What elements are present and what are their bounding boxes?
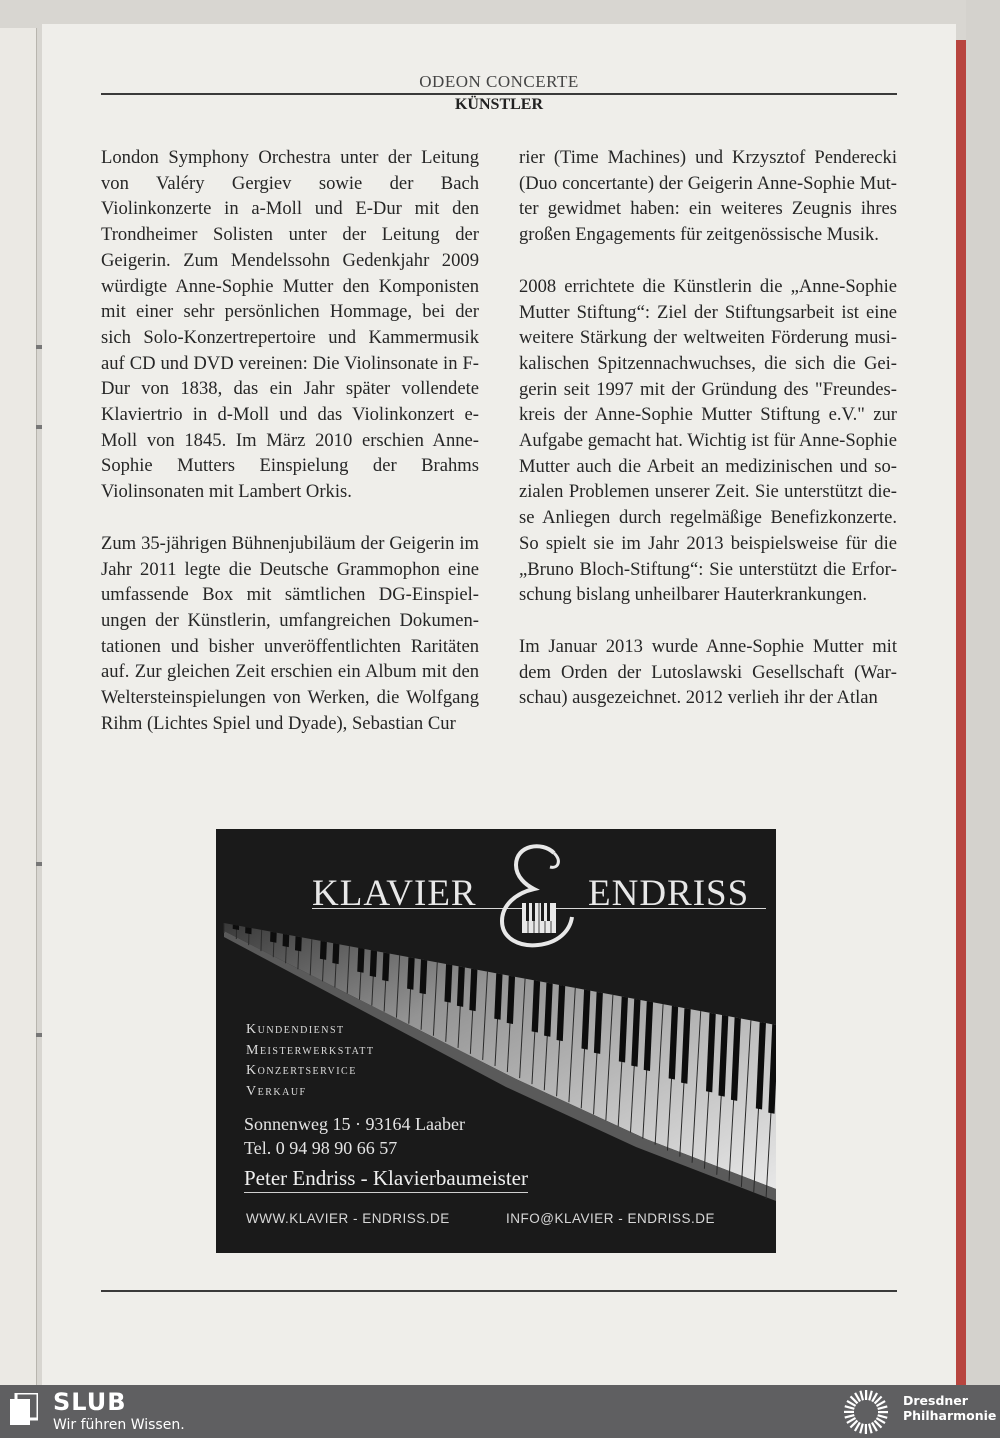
logo-ray <box>844 1411 854 1413</box>
service-item: Meisterwerkstatt <box>246 1042 375 1058</box>
binding-mark <box>36 1033 42 1037</box>
email-link[interactable]: INFO@KLAVIER - ENDRISS.DE <box>506 1211 715 1226</box>
website-link[interactable]: WWW.KLAVIER - ENDRISS.DE <box>246 1211 450 1226</box>
partner-name-line: Philharmonie <box>903 1408 997 1423</box>
key-separator <box>261 930 262 951</box>
viewer-footer-bar <box>0 1385 1000 1438</box>
black-key <box>407 957 415 990</box>
owner-name: Peter Endriss - Klavierbaumeister <box>244 1166 528 1193</box>
paragraph: Im Januar 2013 wurde Anne-Sophie Mutter mit dem Orden der Lutoslawski Gesellschaft (Warschau) ausgezeichnet. 2012 verlieh ihr der Atlan <box>519 635 897 709</box>
binding-mark <box>36 425 42 429</box>
scan-right-margin <box>966 0 1000 1385</box>
logo-ray <box>865 1390 867 1400</box>
brand-name-left: KLAVIER <box>312 873 477 914</box>
slub-logo-icon <box>10 1393 38 1425</box>
logo-ray <box>865 1424 867 1434</box>
logo-ray <box>868 1390 873 1400</box>
address-block <box>244 1112 465 1160</box>
service-item: Kundendienst <box>246 1022 345 1037</box>
logo-ray <box>877 1414 887 1419</box>
library-name[interactable]: SLUB <box>53 1388 127 1416</box>
logo-ray <box>868 1423 873 1433</box>
logo-ray <box>878 1411 888 1413</box>
paragraph: Zum 35-jährigen Bühnenjubiläum der Geigerin im Jahr 2011 legte die Deutsche Grammophon eine umfassende Box mit sämtlichen DG-Einspielungen der Künstlerin, umfangreichen Dokumentationen und bisher unveröffentlichten Raritäten auf. Zur gleichen Zeit erschien ein Album mit den Weltersteinspielungen von Werken, die Wolfgang Rihm (Lichtes Spiel und Dyade), Sebastian Cur <box>101 532 479 734</box>
logo-ray <box>859 1390 864 1400</box>
black-key <box>370 950 377 977</box>
red-page-edge <box>956 40 966 1385</box>
logo-ray <box>844 1414 854 1419</box>
phone-number: Tel. 0 94 98 90 66 57 <box>244 1138 398 1158</box>
black-key <box>245 927 251 934</box>
black-key <box>283 934 290 947</box>
section-title: KÜNSTLER <box>454 96 544 113</box>
piano-service-advertisement <box>216 829 776 1253</box>
service-list <box>246 1020 374 1102</box>
black-key <box>320 941 327 960</box>
logo-ray <box>859 1423 864 1433</box>
partner-name[interactable] <box>903 1393 996 1423</box>
black-key <box>357 948 364 973</box>
black-key <box>295 936 302 951</box>
street-address: Sonnenweg 15 · 93164 Laaber <box>244 1114 465 1134</box>
logo-ray <box>844 1405 854 1410</box>
service-item: Konzertservice <box>246 1063 357 1078</box>
footer-rule <box>101 1290 897 1292</box>
paragraph: rier (Time Machines) und Krzysztof Penderecki (Duo concertante) der Geigerin Anne-Sophie Mutter gewidmet haben: ein weiteres Zeugnis ihres großen Engagements für zeitgenössische Musik. <box>519 147 897 246</box>
paragraph: 2008 errichtete die Künstlerin die „Anne-Sophie Mutter Stiftung“: Ziel der Stiftungsarbeit ist eine weitere Stärkung der weltweiten Förderung musikalischen Spitzennachwuchses, die sich die Geigerin seit 1997 mit der Gründung des "Freundeskreis der Anne-Sophie Mutter Stiftung e.V." zur Aufgabe gemacht hat. Wichtig ist für Anne-Sophie Mutter auch die Arbeit an medizinischen und sozialen Problemen unserer Zeit. Sie unterstützt diese Anliegen durch regelmäßige Benefizkonzerte. So spielt sie im Jahr 2013 beispielsweise für die „Bruno Bloch-Stiftung“: Sie unterstützt die Erforschung bislang unheilbarer Hauterkrankungen. <box>519 275 897 606</box>
paragraph: London Symphony Orchestra unter der Leitung von Valéry Gergiev sowie der Bach Violinkonzerte in a-Moll und E-Dur mit den Trondheimer Solisten unter der Leitung der Geigerin. Zum Mendelssohn Gedenkjahr 2009 würdigte Anne-Sophie Mutter den Komponisten mit einer sehr persönlichen Hommage, bei der sich Solo-Konzertrepertoire und Kammermusik auf CD und DVD vereinen: Die Violinsonate in F-Dur von 1838, das ein Jahr später vollendete Klaviertrio in d-Moll und das Violinkonzert e-Moll von 1845. Im März 2010 erschien Anne-Sophie Mutters Einspielung der Brahms Violinsonaten mit Lambert Orkis. <box>101 147 479 503</box>
header-rule <box>101 93 897 95</box>
partner-name-line: Dresdner <box>903 1393 968 1408</box>
journal-title: ODEON CONCERTE <box>419 72 579 91</box>
black-key <box>332 943 339 964</box>
library-claim: Wir führen Wissen. <box>53 1417 185 1433</box>
previous-page-edge <box>0 28 37 1385</box>
service-item: Verkauf <box>246 1083 307 1099</box>
logo-ray <box>877 1405 887 1410</box>
philharmonie-logo-icon <box>840 1389 892 1435</box>
ampersand-keyboard-logo <box>492 839 582 951</box>
binding-mark <box>36 862 42 866</box>
binding-mark <box>36 345 42 349</box>
left-text-column <box>101 145 479 762</box>
right-text-column <box>519 145 897 737</box>
black-key <box>382 952 389 981</box>
brand-name-right: ENDRISS <box>588 873 750 914</box>
black-key <box>270 932 277 943</box>
